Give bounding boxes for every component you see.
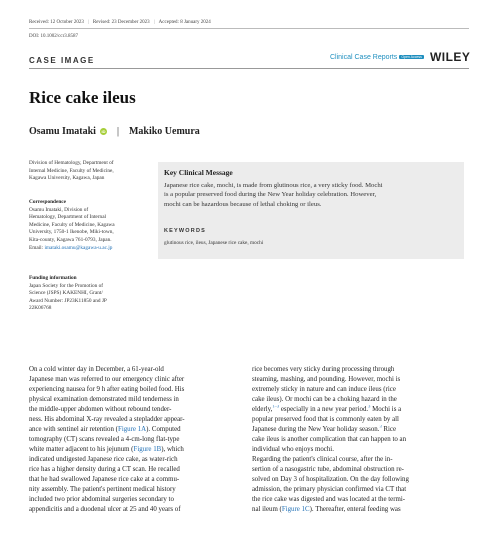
accepted-date: Accepted: 8 January 2024 — [158, 20, 211, 25]
email-link[interactable]: imataki.osamu@kagawa-u.ac.jp — [44, 244, 113, 251]
author-separator: | — [116, 126, 119, 137]
body-text: Rice — [381, 426, 397, 433]
body-text: included two prior abdominal surgeries secondary to — [29, 496, 174, 503]
funding — [29, 275, 155, 313]
author-name[interactable]: Makiko Uemura — [128, 126, 200, 137]
body-text-line — [252, 455, 466, 465]
correspondence-line: University, 1750-1 Ikenobe, Miki-town, — [29, 229, 114, 236]
body-text: solved on Day 3 of hospitalization. On the day following — [252, 476, 409, 483]
body-text: the middle-upper abdomen without rebound tender- — [29, 406, 172, 413]
correspondence-line: Osamu Imataki, Division of — [29, 206, 89, 213]
publication-dates: Received: 12 October 2023 | Revised: 23 December 2023 | Accepted: 8 January 2024 — [29, 20, 211, 25]
key-message-text — [164, 181, 458, 209]
correspondence-line: Kita-county, Kagawa 761-0793, Japan. — [29, 236, 112, 243]
body-text-line — [252, 375, 466, 385]
body-text-line — [252, 465, 466, 475]
body-text: that he had swallowed Japanese rice cake at a commu- — [29, 476, 180, 483]
figure-link[interactable]: Figure 1C — [281, 506, 310, 513]
body-text: ). Thereafter, enteral feeding was — [309, 506, 401, 513]
body-text: ance with sentinel air retention ( — [29, 426, 118, 433]
received-date: Received: 12 October 2023 — [29, 20, 84, 25]
article-type: CASE IMAGE — [29, 56, 95, 65]
body-text-line — [252, 425, 466, 435]
body-text: rice has a higher density during a CT scan. He recalled — [29, 466, 180, 473]
citation-link[interactable]: 3 — [368, 405, 371, 409]
orcid-icon[interactable]: iD — [101, 129, 106, 134]
body-text-line — [29, 375, 243, 385]
body-text: the rice cake was digested and was located at the termi- — [252, 496, 406, 503]
body-text: Mochi is a — [370, 406, 402, 413]
citation-link[interactable]: 1–3 — [272, 405, 280, 409]
body-text-line — [29, 495, 243, 505]
body-text-line — [29, 385, 243, 395]
body-text-line — [29, 365, 243, 375]
body-text: On a cold winter day in December, a 61-year-old — [29, 366, 164, 373]
body-text: Japanese during the New Year holiday season. — [252, 426, 380, 433]
body-text-line — [252, 475, 466, 485]
journal-logos — [330, 48, 470, 66]
key-message-title: Key Clinical Message — [164, 168, 233, 177]
body-text: tomography (CT) scans revealed a 4-cm-long flat-type — [29, 436, 180, 443]
body-text: experiencing nausea for 9 h after eating boiled food. His — [29, 386, 185, 393]
body-text-line — [252, 365, 466, 375]
body-text: cake ileus is another complication that can happen to an — [252, 436, 407, 443]
body-text-line — [252, 505, 466, 515]
body-text: indicated undigested Japanese rice cake, as water-rich — [29, 456, 178, 463]
body-text-line — [29, 445, 243, 455]
affiliation — [29, 160, 155, 183]
keywords-heading: KEYWORDS — [164, 228, 206, 234]
body-text: ). Computed — [146, 426, 181, 433]
body-text: nity assembly. The patient's pertinent medical history — [29, 486, 176, 493]
body-text-line — [29, 485, 243, 495]
body-text-line — [252, 495, 466, 505]
body-text: cake ileus). Or mochi can be a choking hazard in the — [252, 396, 397, 403]
body-text: steaming, mashing, and pounding. However, mochi is — [252, 376, 401, 383]
funding-heading: Funding information — [29, 275, 77, 281]
body-column-right — [252, 365, 466, 515]
email-label: Email: — [29, 244, 44, 251]
body-text: elderly, — [252, 406, 273, 413]
affiliation-line: Internal Medicine, Faculty of Medicine, — [29, 167, 114, 174]
key-message-line: Japanese rice cake, mochi, is made from glutinous rice, a very sticky food. Mochi — [164, 182, 383, 189]
journal-logo[interactable]: Clinical Case Reports Open Access — [330, 53, 422, 61]
correspondence-line: Hematology, Department of Internal — [29, 214, 107, 221]
article-type-divider — [29, 68, 469, 69]
body-text: admission, the primary physician confirmed via CT that — [252, 486, 407, 493]
body-text: white matter adjacent to his jejunum ( — [29, 446, 134, 453]
key-message-line: mochi can be hazardous because of lethal choking or ileus. — [164, 200, 322, 208]
author-list — [29, 126, 200, 137]
key-message-line: is a popular preserved food during the New Year holiday celebration. However, — [164, 191, 377, 199]
funding-line: 22K06768 — [29, 305, 52, 312]
funding-line: Japan Society for the Promotion of — [29, 282, 103, 289]
body-text: popular preserved food that is commonly eaten by all — [252, 416, 399, 423]
open-access-badge: Open Access — [401, 54, 422, 59]
publisher-logo[interactable]: WILEY — [429, 50, 471, 64]
body-text-line — [252, 435, 466, 445]
correspondence — [29, 199, 155, 252]
body-text: nal ileum ( — [252, 506, 282, 513]
funding-line: Science (JSPS) KAKENHI, Grant/ — [29, 290, 103, 297]
affiliation-line: Division of Hematology, Department of — [29, 160, 114, 166]
correspondence-heading: Correspondence — [29, 199, 66, 205]
body-text: appendicitis and a duodenal ulcer at 25 and 40 years of — [29, 506, 181, 513]
body-text-line — [29, 425, 243, 435]
body-text: ness. His abdominal X-ray revealed a stepladder appear- — [29, 416, 185, 423]
body-text-line — [29, 465, 243, 475]
body-text: individual who enjoys mochi. — [252, 446, 334, 453]
body-text-line — [252, 415, 466, 425]
body-text-line — [29, 405, 243, 415]
body-text-line — [29, 475, 243, 485]
body-text: rice becomes very sticky during processing through — [252, 366, 395, 373]
affiliation-line: Kagawa University, Kagawa, Japan — [29, 175, 105, 182]
figure-link[interactable]: Figure 1B — [133, 446, 162, 453]
funding-line: Award Number: JP23K11850 and JP — [29, 297, 107, 304]
body-text-line — [252, 395, 466, 405]
body-text-line — [252, 445, 466, 455]
header-divider — [29, 28, 469, 29]
body-text-line — [252, 485, 466, 495]
body-text: sertion of a nasogastric tube, abdominal obstruction re- — [252, 466, 404, 473]
body-text-line — [29, 435, 243, 445]
body-text: Japanese man was referred to our emergency clinic after — [29, 376, 185, 383]
citation-link[interactable]: 3 — [379, 425, 382, 429]
author-name[interactable]: Osamu Imataki — [29, 126, 96, 137]
body-text: ), which — [161, 446, 184, 453]
body-text-line — [29, 415, 243, 425]
article-title: Rice cake ileus — [29, 88, 136, 107]
body-column-left — [29, 365, 243, 515]
figure-link[interactable]: Figure 1A — [117, 426, 147, 433]
correspondence-line: Medicine, Faculty of Medicine, Kagawa — [29, 221, 115, 228]
body-text: especially in a new year period. — [279, 406, 369, 413]
body-text: physical examination demonstrated mild tenderness in — [29, 396, 179, 403]
body-text: Regarding the patient's clinical course, after the in- — [252, 456, 393, 463]
body-text: extremely sticky in nature and can induce ileus (rice — [252, 386, 396, 393]
revised-date: Revised: 23 December 2023 — [92, 20, 150, 25]
body-text-line — [29, 455, 243, 465]
doi-link[interactable]: DOI: 10.1002/ccr3.8587 — [29, 34, 79, 39]
body-text-line — [252, 405, 466, 415]
body-text-line — [29, 505, 243, 515]
keywords: glutinous rice, ileus, Japanese rice cake, mochi — [164, 240, 264, 246]
body-text-line — [252, 385, 466, 395]
body-text-line — [29, 395, 243, 405]
